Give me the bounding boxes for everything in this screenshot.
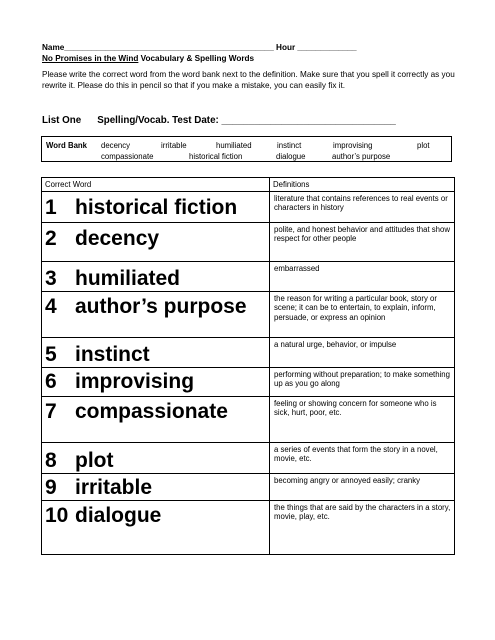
- answer-word: instinct: [75, 343, 150, 366]
- definition-cell: [270, 192, 455, 223]
- instructions: Please write the correct word from the word bank next to the definition. Make sure that you spell it correctly as you rewrite it. Please do this in pencil so that if you make a mistake, you can easily fix it.: [42, 70, 455, 90]
- answer-cell[interactable]: [42, 292, 270, 338]
- worksheet-subtitle: [42, 53, 462, 64]
- answer-cell[interactable]: [42, 338, 270, 368]
- table-row: [42, 223, 455, 262]
- word-bank-word: improvising: [333, 141, 373, 150]
- answer-word: irritable: [75, 476, 153, 499]
- row-number: 7: [45, 400, 57, 423]
- answer-word: improvising: [75, 370, 195, 393]
- word-bank-word: humiliated: [216, 141, 252, 150]
- answer-word: author’s purpose: [75, 295, 247, 318]
- answer-cell[interactable]: [42, 368, 270, 397]
- table-row: [42, 443, 455, 474]
- answer-cell[interactable]: [42, 192, 270, 223]
- definition-text: literature that contains references to real events or characters in history: [274, 194, 448, 213]
- word-bank-label: Word Bank: [46, 141, 88, 150]
- definition-text: becoming angry or annoyed easily; cranky: [274, 476, 421, 485]
- answer-word: decency: [75, 227, 160, 250]
- table-row: [42, 474, 455, 501]
- answer-cell[interactable]: [42, 474, 270, 501]
- word-bank: [41, 136, 452, 162]
- list-label: List One: [42, 115, 82, 126]
- answer-word: compassionate: [75, 400, 228, 423]
- answer-cell[interactable]: [42, 443, 270, 474]
- definition-cell: [270, 223, 455, 262]
- list-line: [42, 115, 396, 126]
- answer-cell[interactable]: [42, 397, 270, 443]
- row-number: 8: [45, 449, 57, 472]
- table-row: [42, 262, 455, 292]
- answer-cell[interactable]: [42, 223, 270, 262]
- word-bank-word: compassionate: [101, 152, 154, 161]
- word-bank-word: historical fiction: [189, 152, 243, 161]
- answer-word: historical fiction: [75, 196, 238, 219]
- row-number: 4: [45, 295, 57, 318]
- definition-text: embarrassed: [274, 264, 320, 273]
- answer-word: dialogue: [75, 504, 162, 527]
- definition-cell: [270, 501, 455, 555]
- row-number: 2: [45, 227, 57, 250]
- definition-cell: [270, 292, 455, 338]
- test-date-label: Spelling/Vocab. Test Date: ________________________________: [97, 115, 396, 126]
- word-bank-word: irritable: [161, 141, 187, 150]
- word-bank-word: instinct: [277, 141, 302, 150]
- subtitle-rest: Vocabulary & Spelling Words: [138, 54, 255, 63]
- book-title: No Promises in the Wind: [42, 54, 139, 63]
- definition-cell: [270, 368, 455, 397]
- table-header-row: [42, 178, 455, 192]
- answer-word: plot: [75, 449, 114, 472]
- vocab-table: [41, 177, 455, 555]
- table-row: [42, 501, 455, 555]
- table-row: [42, 192, 455, 223]
- definition-text: the reason for writing a particular book, story or scene; it can be to entertain, to explain, inform, persuade, or express an opinion: [274, 294, 437, 322]
- definition-text: feeling or showing concern for someone who is sick, hurt, poor, etc.: [274, 399, 437, 418]
- definition-text: performing without preparation; to make something up as you go along: [274, 370, 450, 389]
- definition-cell: [270, 443, 455, 474]
- definition-text: the things that are said by the characters in a story, movie, play, etc.: [274, 503, 451, 522]
- row-number: 9: [45, 476, 57, 499]
- answer-cell[interactable]: [42, 501, 270, 555]
- row-number: 1: [45, 196, 57, 219]
- word-bank-word: decency: [101, 141, 131, 150]
- word-bank-word: dialogue: [276, 152, 306, 161]
- definition-text: polite, and honest behavior and attitudes that show respect for other people: [274, 225, 450, 244]
- answer-word: humiliated: [75, 267, 181, 290]
- table-row: [42, 397, 455, 443]
- definition-cell: [270, 474, 455, 501]
- row-number: 6: [45, 370, 57, 393]
- table-row: [42, 338, 455, 368]
- table-row: [42, 292, 455, 338]
- column-header-definitions: Definitions: [270, 178, 455, 192]
- word-bank-word: plot: [417, 141, 430, 150]
- definition-text: a series of events that form the story in a novel, movie, etc.: [274, 445, 438, 464]
- row-number: 10: [45, 504, 69, 527]
- word-bank-word: author’s purpose: [332, 152, 391, 161]
- answer-cell[interactable]: [42, 262, 270, 292]
- worksheet-header: [42, 42, 462, 64]
- definition-cell: [270, 338, 455, 368]
- column-header-correct-word: Correct Word: [42, 178, 270, 192]
- definition-cell: [270, 262, 455, 292]
- definition-cell: [270, 397, 455, 443]
- row-number: 3: [45, 267, 57, 290]
- row-number: 5: [45, 343, 57, 366]
- name-hour-line: Name______________________________________________ Hour _____________: [42, 43, 357, 52]
- definition-text: a natural urge, behavior, or impulse: [274, 340, 397, 349]
- table-row: [42, 368, 455, 397]
